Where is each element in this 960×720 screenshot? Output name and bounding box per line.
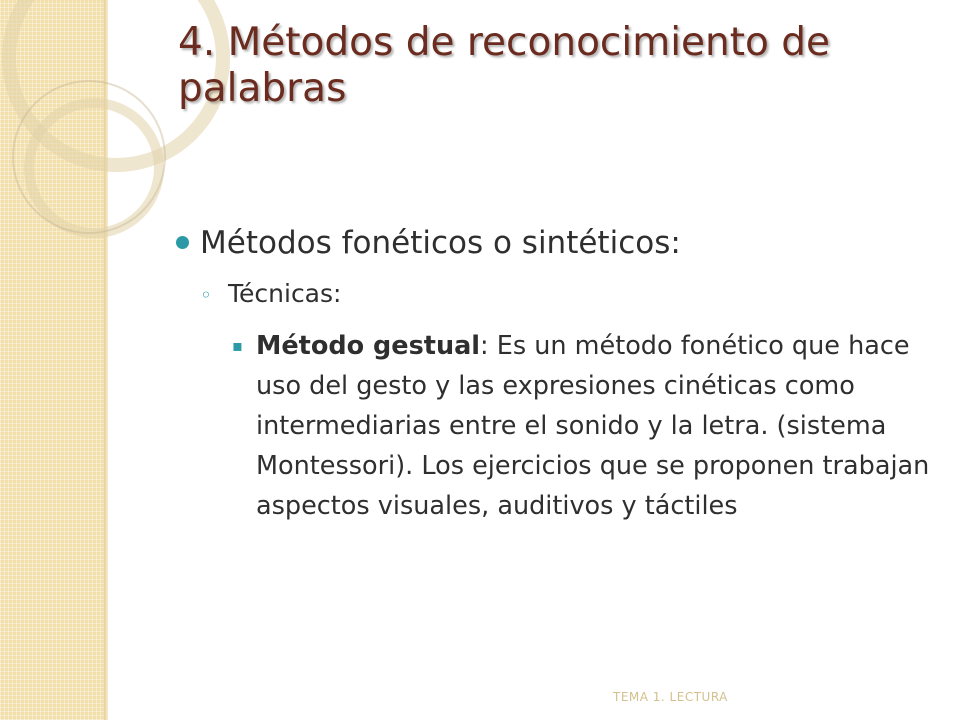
bullet-level-3-body: : Es un método fonético que hace uso del gesto y las expresiones cinéticas como intermediarias entre el sonido y la letra. (sistema Montessori). Los ejercicios que se proponen trabajan aspectos visuales, auditivos y táctiles — [256, 331, 930, 521]
bullet-level-1-text: Métodos fonéticos o sintéticos: — [200, 225, 681, 261]
bullet-level-1 — [176, 218, 946, 268]
hollow-circle-bullet-icon: ◦ — [200, 283, 212, 307]
bullet-level-3-bold-term: Método gestual — [256, 331, 481, 361]
bullet-level-2 — [176, 276, 946, 312]
bullet-list — [176, 218, 946, 526]
slide-title: 4. Métodos de reconocimiento de palabras — [178, 20, 831, 111]
bullet-level-3-text — [256, 331, 929, 521]
slide-footer: TEMA 1. LECTURA — [613, 690, 728, 704]
filled-circle-bullet-icon — [176, 236, 189, 249]
dot-bullet-icon: ▪ — [232, 336, 243, 355]
bullet-level-2-text: Técnicas: — [228, 279, 342, 308]
side-band-edge — [104, 0, 108, 720]
decorative-side-band — [0, 0, 104, 720]
bullet-level-3 — [176, 326, 946, 526]
